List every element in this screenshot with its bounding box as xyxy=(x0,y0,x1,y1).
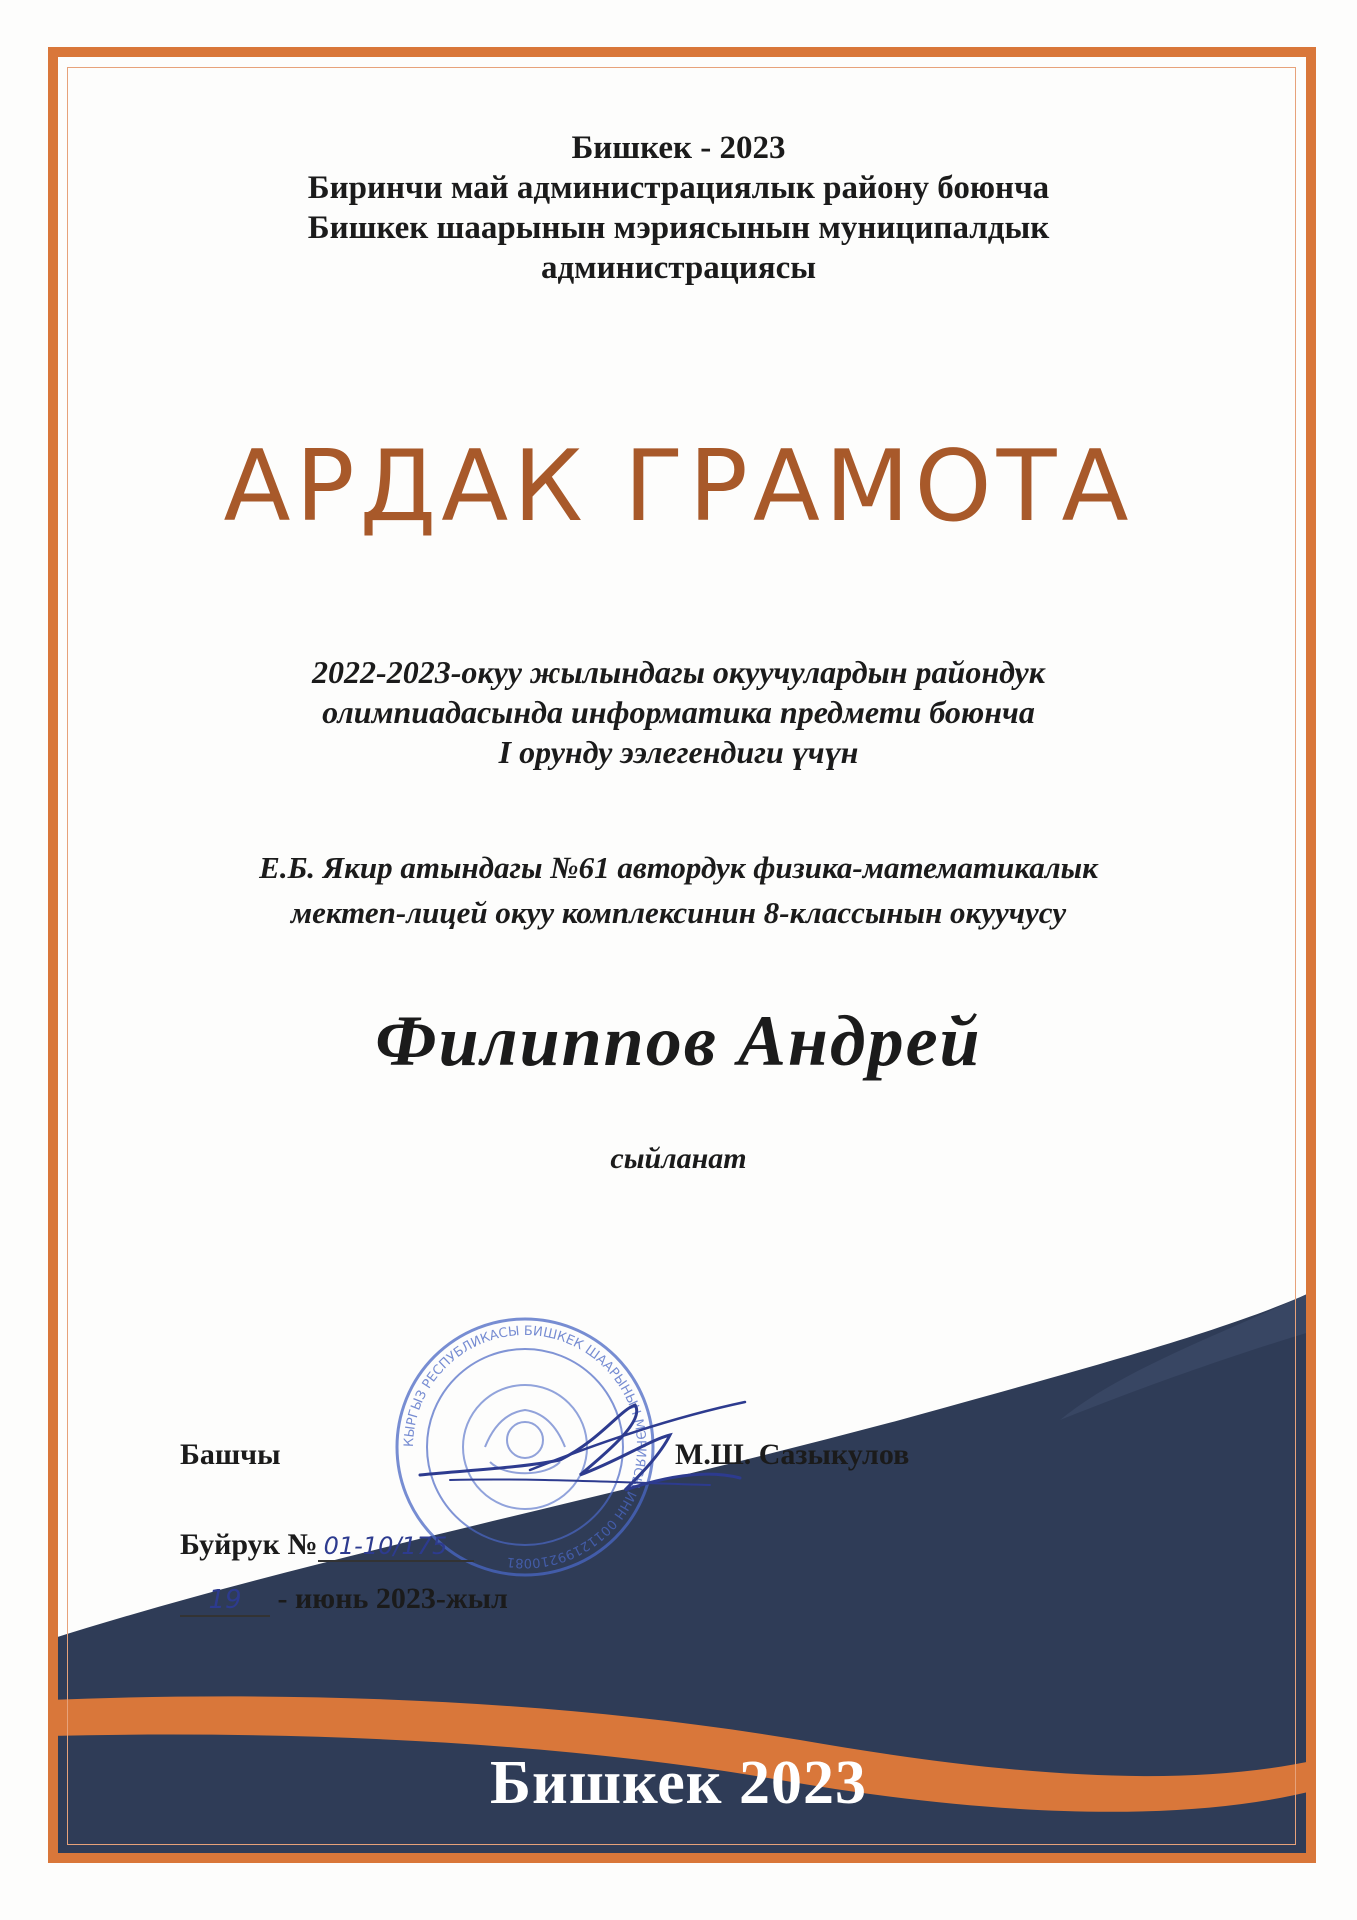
order-number-line xyxy=(180,1528,474,1562)
svg-text:КЫРГЫЗ РЕСПУБЛИКАСЫ БИШКЕК ШАА: КЫРГЫЗ РЕСПУБЛИКАСЫ БИШКЕК ШААРЫНЫН МЭРИЯСЫ ИНН 00112199210081 xyxy=(401,1323,649,1571)
recipient-name: Филиппов Андрей xyxy=(375,1001,982,1081)
certificate-title: АРДАК ГРАМОТА xyxy=(223,430,1134,544)
order-date-line xyxy=(180,1582,508,1617)
school-info xyxy=(0,845,1357,935)
reason-line-3: I орунду ээлегендиги үчүн xyxy=(498,734,859,770)
footer-city-year: Бишкек 2023 xyxy=(490,1749,867,1817)
school-line-2: мектеп-лицей окуу комплексинин 8-классынын окуучусу xyxy=(290,895,1067,930)
header-mayoralty: Бишкек шаарынын мэриясынын муниципалдык xyxy=(307,210,1050,246)
reason-line-1: 2022-2023-окуу жылындагы окуучулардын райондук xyxy=(312,654,1045,690)
order-day: 19 xyxy=(180,1585,270,1617)
signatory-name: М.Ш. Сазыкулов xyxy=(675,1438,910,1471)
order-date-rest: - июнь 2023-жыл xyxy=(277,1582,508,1615)
reason-line-2: олимпиадасында информатика предмети боюнча xyxy=(322,694,1035,730)
award-reason xyxy=(0,652,1357,772)
header-year: Бишкек - 2023 xyxy=(571,130,786,166)
order-number: 01-10/175 xyxy=(318,1532,474,1562)
school-line-1: Е.Б. Якир атындагы №61 автордук физика-математикалык xyxy=(259,850,1098,885)
header-district: Биринчи май администрациялык району боюнча xyxy=(307,170,1050,206)
header-administration: администрациясы xyxy=(540,250,817,286)
certificate-inner-border xyxy=(67,67,1296,1845)
issuer-header xyxy=(0,128,1357,288)
awarded-text: сыйланат xyxy=(610,1142,747,1175)
order-label: Буйрук № xyxy=(180,1528,318,1561)
signatory-role: Башчы xyxy=(180,1438,281,1471)
